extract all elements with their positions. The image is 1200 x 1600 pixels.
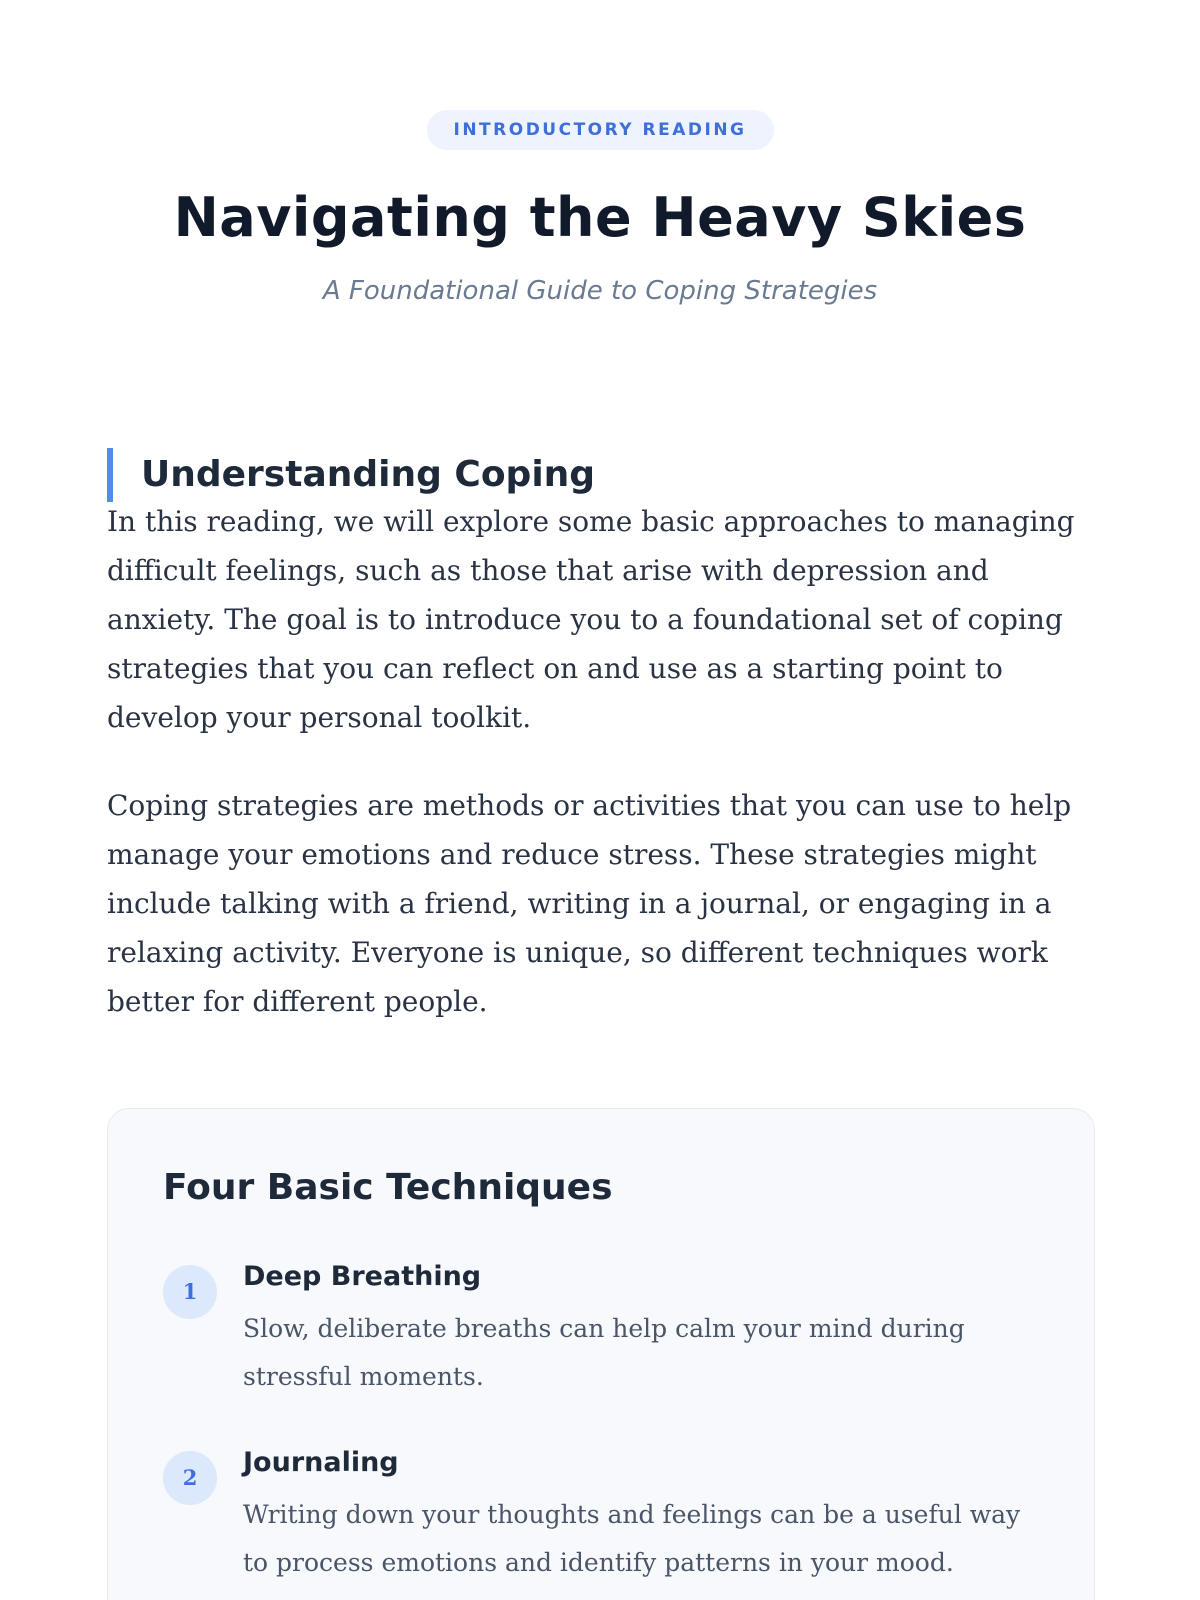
- category-tag: INTRODUCTORY READING: [427, 110, 774, 150]
- definition-paragraph: Coping strategies are methods or activities that you can use to help manage your emotions and reduce stress. These strategies might include talking with a friend, writing in a journal, or engaging in a relaxing activity. Everyone is unique, so different techniques work better for different people.: [107, 789, 1072, 1018]
- technique-name: Journaling: [243, 1447, 399, 1478]
- technique-description: Writing down your thoughts and feelings can be a useful way to process emotions and identify patterns in your mood.: [243, 1500, 1021, 1577]
- techniques-title: Four Basic Techniques: [163, 1167, 613, 1208]
- page-subtitle: A Foundational Guide to Coping Strategies: [322, 276, 878, 306]
- techniques-card: [107, 1108, 1095, 1600]
- technique-number-badge: 1: [163, 1265, 217, 1319]
- page-title: Navigating the Heavy Skies: [173, 186, 1027, 249]
- technique-description: Slow, deliberate breaths can help calm your mind during stressful moments.: [243, 1314, 965, 1391]
- page-header: [0, 0, 1200, 308]
- technique-number-badge: 2: [163, 1451, 217, 1505]
- technique-name: Deep Breathing: [243, 1261, 482, 1292]
- intro-paragraph: In this reading, we will explore some basic approaches to managing difficult feelings, such as those that arise with depression and anxiety. The goal is to introduce you to a foundational set of coping strategies that you can reflect on and use as a starting point to develop your personal toolkit.: [107, 505, 1075, 734]
- section-heading: Understanding Coping: [107, 448, 595, 502]
